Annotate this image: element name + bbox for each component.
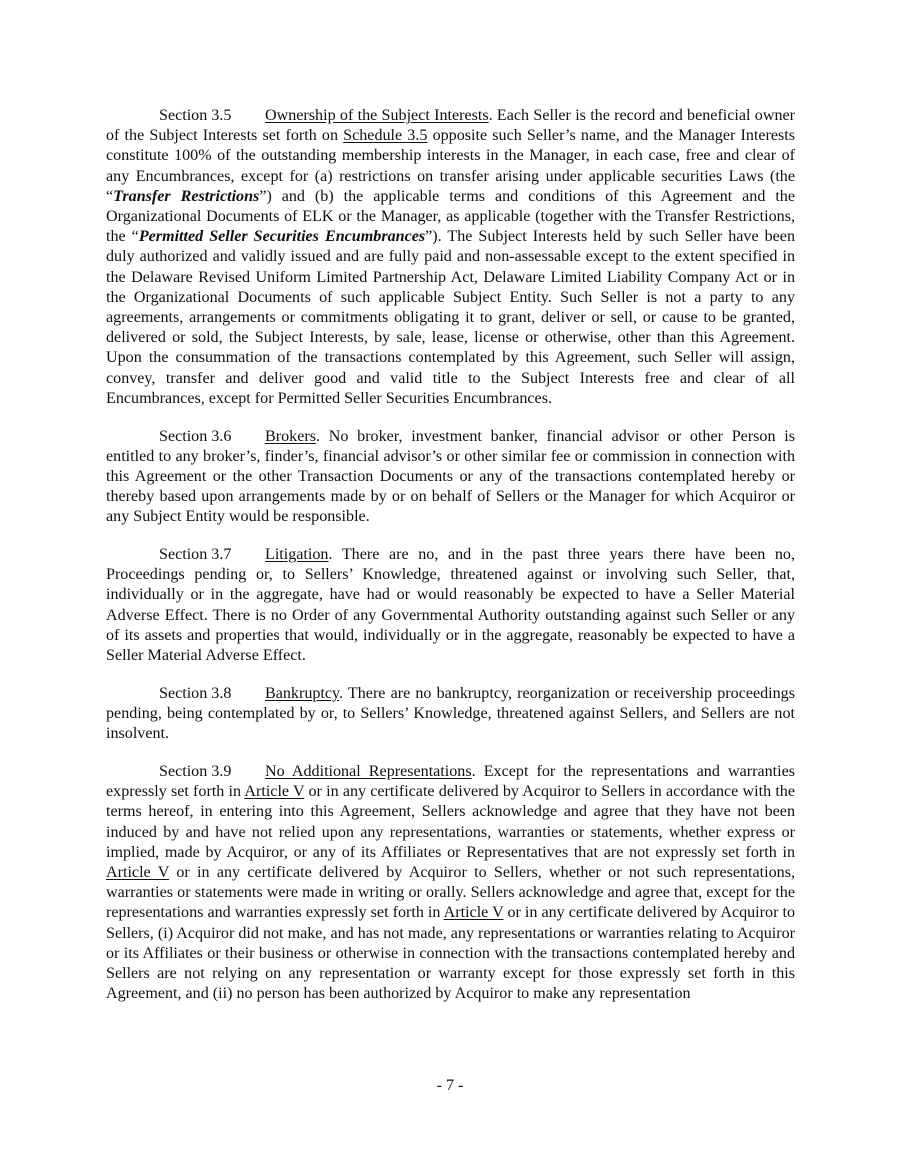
document-page bbox=[106, 106, 795, 1022]
section-text: or in any certificate delivered by Acquiror to Sellers, whether or not such representations, warranties or statements were made in writing or orally. Sellers acknowledge and agree that, except for the representations and warranties expressly set forth in bbox=[106, 863, 795, 922]
defined-term: Permitted Seller Securities Encumbrances bbox=[138, 228, 426, 246]
section-title: Litigation bbox=[265, 546, 329, 564]
article-reference: Article V bbox=[106, 863, 170, 881]
article-reference: Article V bbox=[244, 783, 305, 801]
section-number: Section 3.8 bbox=[159, 684, 232, 702]
section-title: Ownership of the Subject Interests bbox=[265, 107, 489, 124]
section-3-7 bbox=[106, 545, 795, 666]
schedule-reference: Schedule 3.5 bbox=[343, 127, 428, 145]
section-text: . There are no, and in the past three years there have been no, Proceedings pending or, to Sellers’ Knowledge, threatened against or involving such Seller, that, individually or in the aggregate, have had or would reasonably be expected to have a Seller Material Adverse Effect. There is no Order of any Governmental Authority outstanding against such Seller or any of its assets and properties that would, individually or in the aggregate, reasonably be expected to have a Seller Material Adverse Effect. bbox=[106, 546, 795, 665]
section-3-6 bbox=[106, 427, 795, 528]
section-text: ”). The Subject Interests held by such Seller have been duly authorized and validly issued and are fully paid and non-assessable except to the extent specified in the Delaware Revised Uniform Limited Partnership Act, Delaware Limited Liability Company Act or in the Organizational Documents of such applicable Subject Entity. Such Seller is not a party to any agreements, arrangements or commitments obligating it to grant, deliver or sell, or cause to be granted, delivered or sold, the Subject Interests, by sale, lease, license or otherwise, other than this Agreement. Upon the consummation of the transactions contemplated by this Agreement, such Seller will assign, convey, transfer and deliver good and valid title to the Subject Interests free and clear of all Encumbrances, except for Permitted Seller Securities Encumbrances. bbox=[106, 228, 795, 407]
section-text: . No broker, investment banker, financial advisor or other Person is entitled to any broker’s, finder’s, financial advisor’s or other similar fee or commission in connection with this Agreement or the other Transaction Documents or any of the transactions contemplated hereby or thereby based upon arrangements made by or on behalf of Sellers or the Manager for which Acquiror or any Subject Entity would be responsible. bbox=[106, 427, 795, 526]
section-text: ”) and (b) the applicable terms and conditions of this Agreement and the Organizational Documents of ELK or the Manager, as applicable (together with the Transfer Restrictions, the “ bbox=[106, 187, 795, 246]
section-number: Section 3.5 bbox=[159, 107, 232, 124]
section-number: Section 3.6 bbox=[159, 427, 232, 445]
section-text: . There are no bankruptcy, reorganization or receivership proceedings pending, being contemplated by or, to Sellers’ Knowledge, threatened against Sellers, and Sellers are not insolvent. bbox=[106, 684, 795, 743]
section-3-9 bbox=[106, 762, 795, 1004]
section-text: or in any certificate delivered by Acquiror to Sellers in accordance with the terms hereof, in entering into this Agreement, Sellers acknowledge and agree that they have not been induced by and have not relied upon any representations, warranties or statements, whether express or implied, made by Acquiror, or any of its Affiliates or Representatives that are not expressly set forth in bbox=[106, 783, 795, 861]
defined-term: Transfer Restrictions bbox=[113, 187, 260, 205]
section-text: or in any certificate delivered by Acquiror to Sellers, (i) Acquiror did not make, and has not made, any representations or warranties relating to Acquiror or its Affiliates or their business or otherwise in connection with the transactions contemplated hereby and Sellers are not relying on any representation or warranty except for those expressly set forth in this Agreement, and (ii) no person has been authorized by Acquiror to make any representation bbox=[106, 904, 795, 1003]
section-title: No Additional Representations bbox=[265, 762, 472, 780]
section-number: Section 3.9 bbox=[159, 762, 232, 780]
section-text: . Each Seller is the record and beneficial owner of the Subject Interests set forth on bbox=[106, 107, 796, 145]
section-3-8 bbox=[106, 684, 795, 745]
section-text: . Except for the representations and warranties expressly set forth in bbox=[106, 762, 795, 801]
page-number: - 7 - bbox=[436, 1077, 464, 1094]
section-title: Brokers bbox=[265, 427, 316, 445]
section-title: Bankruptcy bbox=[265, 684, 340, 702]
section-number: Section 3.7 bbox=[159, 546, 232, 564]
article-reference: Article V bbox=[443, 904, 504, 922]
section-3-5 bbox=[106, 106, 795, 409]
section-text: opposite such Seller’s name, and the Manager Interests constitute 100% of the outstanding membership interests in the Manager, in each case, free and clear of any Encumbrances, except for (a) restrictions on transfer arising under applicable securities Laws (the “ bbox=[106, 127, 795, 205]
